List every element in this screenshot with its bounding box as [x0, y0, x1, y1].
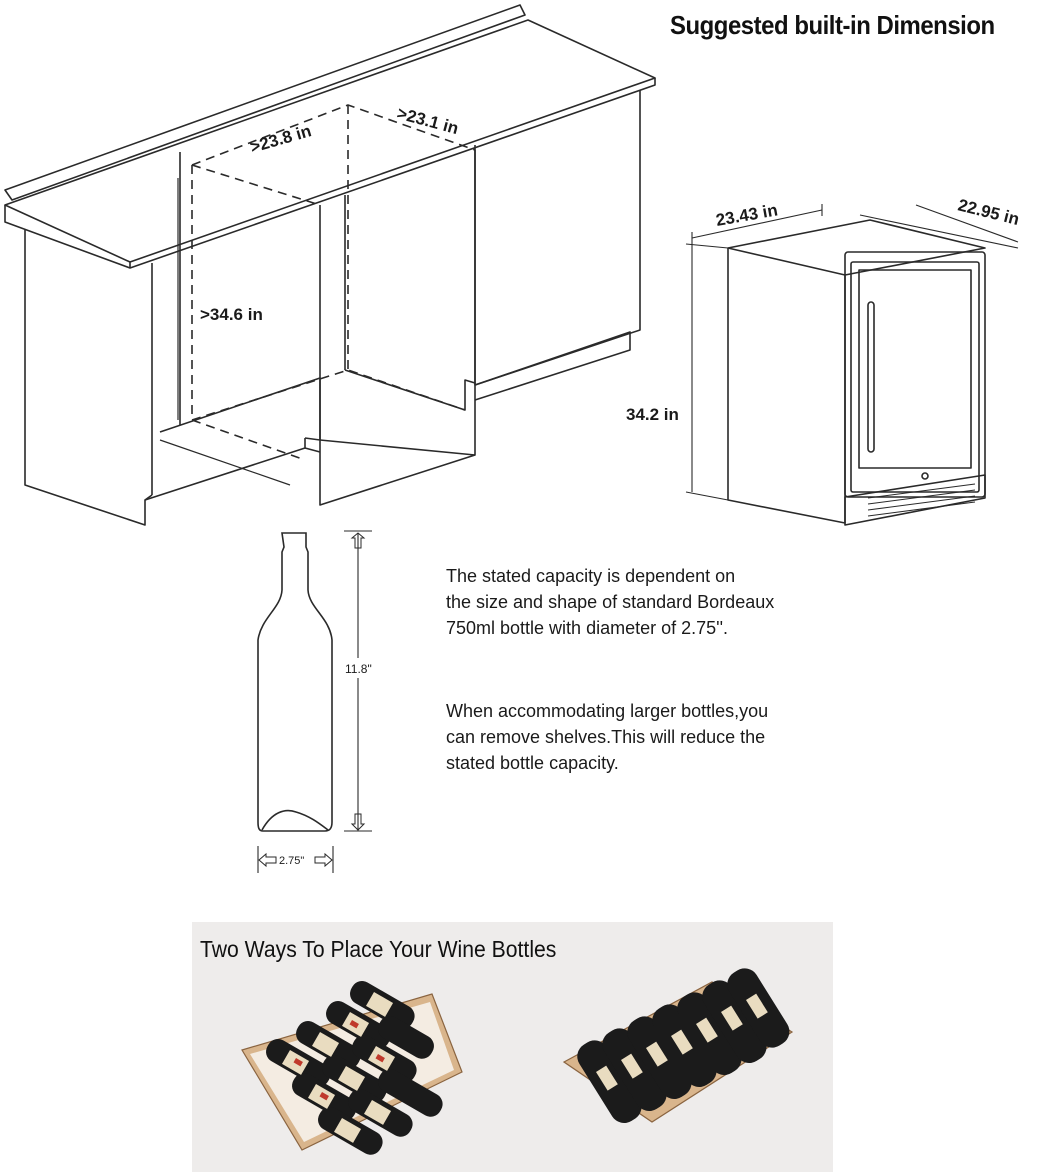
bottle-height-label: 11.8" — [345, 662, 372, 676]
cabinet-height-label: >34.6 in — [200, 305, 263, 324]
placement-panel-title: Two Ways To Place Your Wine Bottles — [200, 936, 557, 962]
page-title: Suggested built-in Dimension — [670, 10, 995, 40]
countertop — [5, 5, 655, 268]
shelves-note-line: When accommodating larger bottles,you — [446, 701, 769, 721]
fridge-depth-label: 22.95 in — [956, 195, 1022, 229]
fridge-vent — [868, 484, 975, 516]
placement-panel — [192, 922, 833, 1172]
shelves-note — [446, 698, 846, 776]
cabinet-width-label: >23.8 in — [247, 121, 314, 157]
bottle-diameter-label: 2.75" — [279, 855, 305, 867]
stacked-bottles-tray — [242, 977, 462, 1159]
shelves-note-line: can remove shelves.This will reduce the — [446, 727, 766, 747]
cabinet-left — [25, 152, 320, 525]
bottle-outline — [258, 531, 372, 873]
capacity-note-line: The stated capacity is dependent on — [446, 566, 736, 586]
shelves-note-line: stated bottle capacity. — [446, 753, 619, 773]
cabinet-right — [305, 90, 640, 505]
capacity-note-line: the size and shape of standard Bordeaux — [446, 592, 775, 612]
capacity-note-line: 750ml bottle with diameter of 2.75''. — [446, 618, 729, 638]
capacity-note — [446, 563, 846, 641]
wine-fridge — [686, 204, 1018, 525]
fridge-height-label: 34.2 in — [626, 405, 679, 424]
cabinet-depth-label: >23.1 in — [394, 103, 461, 139]
placement-illustrations — [192, 922, 833, 1172]
fridge-width-label: 23.43 in — [714, 200, 780, 230]
single-row-bottles-tray — [564, 963, 795, 1128]
